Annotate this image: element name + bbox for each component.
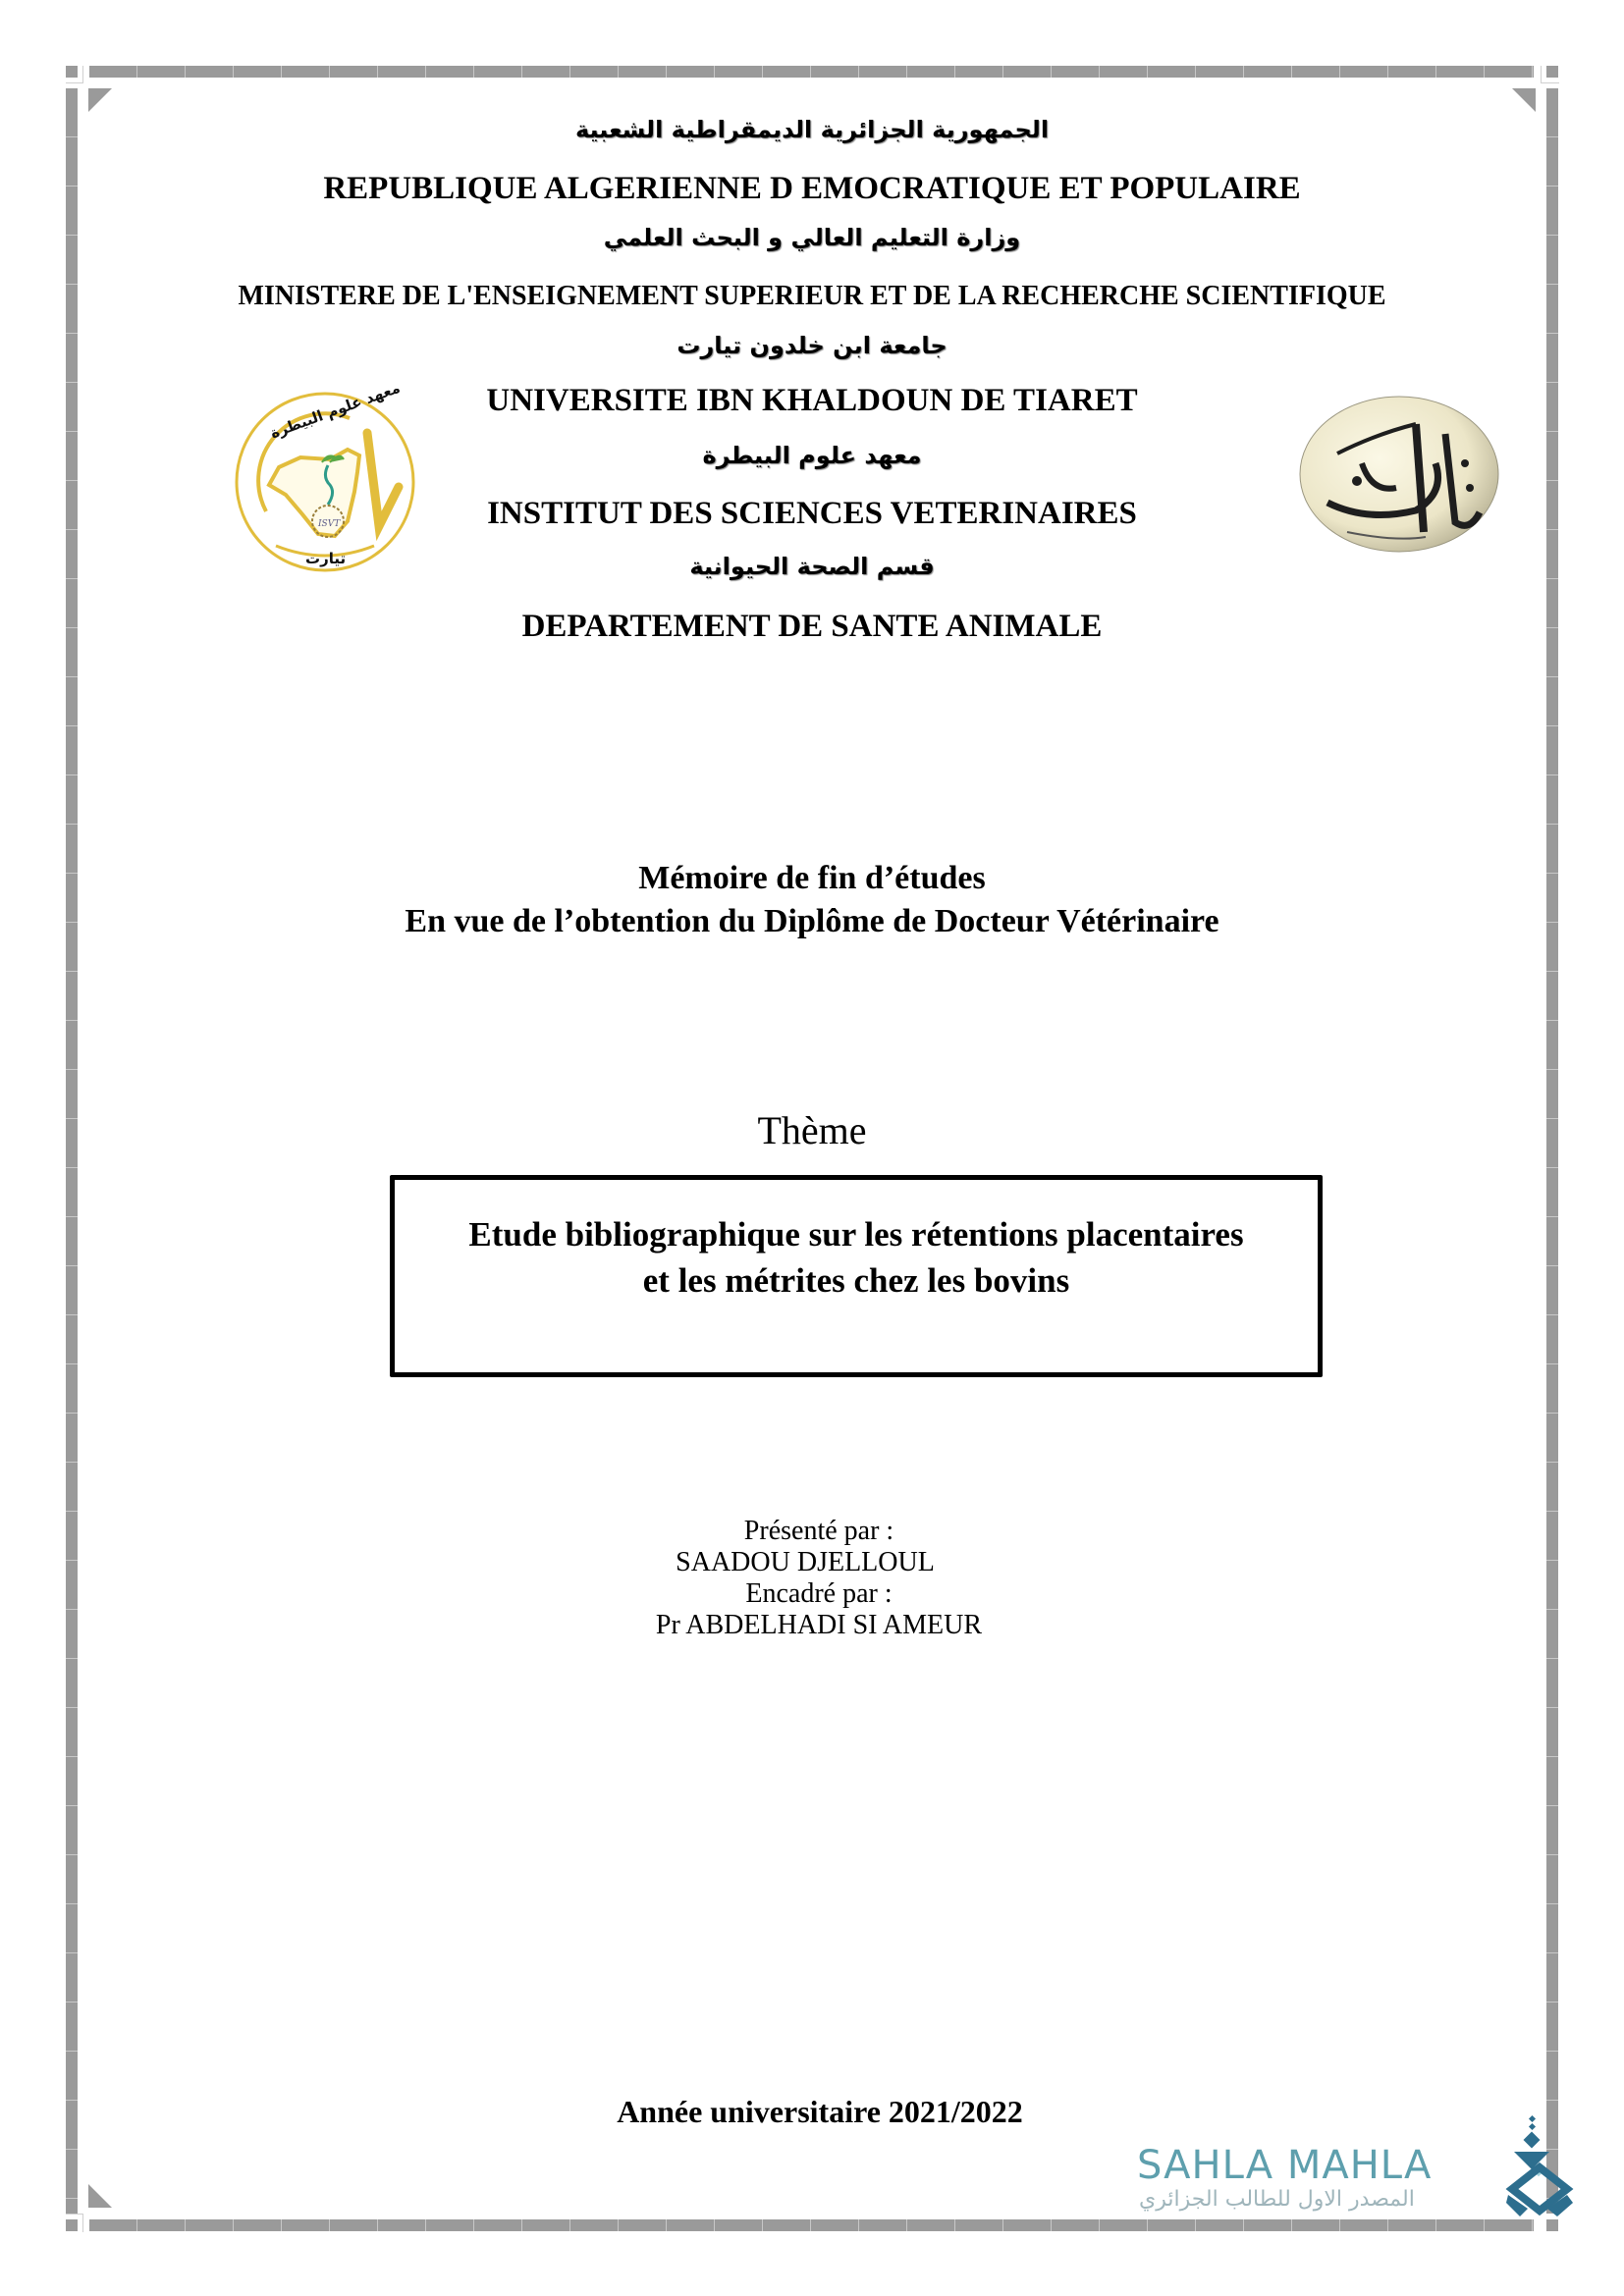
svg-text:معهد علوم البيطرة: معهد علوم البيطرة: [267, 389, 403, 443]
ministry-arabic: وزارة التعليم العالي و البحث العلمي: [603, 224, 1021, 251]
supervised-label: Encadré par :: [745, 1578, 893, 1609]
university-seal: [1298, 395, 1500, 554]
theme-label: Thème: [757, 1108, 867, 1152]
academic-year: Année universitaire 2021/2022: [617, 2094, 1023, 2129]
supervised-name: Pr ABDELHADI SI AMEUR: [655, 1610, 983, 1640]
svg-text:تيارت: تيارت: [305, 550, 347, 567]
corner-line-bl: [66, 2214, 83, 2232]
corner-square-br: [1546, 2219, 1558, 2231]
ministry-french: MINISTERE DE L'ENSEIGNEMENT SUPERIEUR ET DE LA RECHERCHE SCIENTIFIQUE: [238, 281, 1386, 311]
corner-triangle-tl: [88, 88, 112, 112]
institute-arabic: معهد علوم البيطرة: [702, 442, 922, 469]
department-arabic: قسم الصحة الحيوانية: [689, 553, 935, 580]
theme-title: [395, 1211, 1318, 1304]
corner-triangle-tr: [1512, 88, 1536, 112]
corner-line-tr: [1541, 66, 1559, 83]
page-border-bottom: [89, 2219, 1534, 2231]
svg-text:ISVT: ISVT: [318, 519, 341, 529]
theme-title-line-2: et les métrites chez les bovins: [642, 1261, 1070, 1300]
presented-name: SAADOU DJELLOUL: [676, 1547, 935, 1577]
university-arabic: جامعة ابن خلدون تيارت: [677, 332, 947, 359]
republic-arabic: الجمهورية الجزائرية الديمقراطية الشعبية: [574, 116, 1050, 143]
watermark-logo-icon: [1504, 2112, 1575, 2220]
institute-logo: [232, 389, 418, 575]
university-seal-icon: [1298, 395, 1500, 554]
department-french: DEPARTEMENT DE SANTE ANIMALE: [521, 609, 1103, 644]
theme-title-box: [390, 1175, 1323, 1377]
institute-logo-icon: [232, 389, 418, 575]
republic-french: REPUBLIQUE ALGERIENNE D EMOCRATIQUE ET POPULAIRE: [323, 171, 1301, 206]
presented-label: Présenté par :: [743, 1516, 894, 1546]
watermark-brand: SAHLA MAHLA: [1137, 2143, 1433, 2188]
university-french: UNIVERSITE IBN KHALDOUN DE TIARET: [486, 383, 1138, 418]
corner-triangle-bl: [88, 2184, 112, 2208]
credits-line: [0, 1484, 1624, 1641]
theme-title-line-1: Etude bibliographique sur les rétentions placentaires: [468, 1215, 1244, 1254]
institute-french: INSTITUT DES SCIENCES VETERINAIRES: [487, 496, 1137, 531]
memoire-line-2: En vue de l’obtention du Diplôme de Docteur Vétérinaire: [405, 903, 1219, 939]
corner-line-tl: [66, 66, 83, 83]
watermark-tagline: المصدر الاول للطالب الجزائري: [1139, 2187, 1415, 2212]
page-border-top: [89, 66, 1534, 78]
memoire-line-1: Mémoire de fin d’études: [638, 860, 986, 896]
